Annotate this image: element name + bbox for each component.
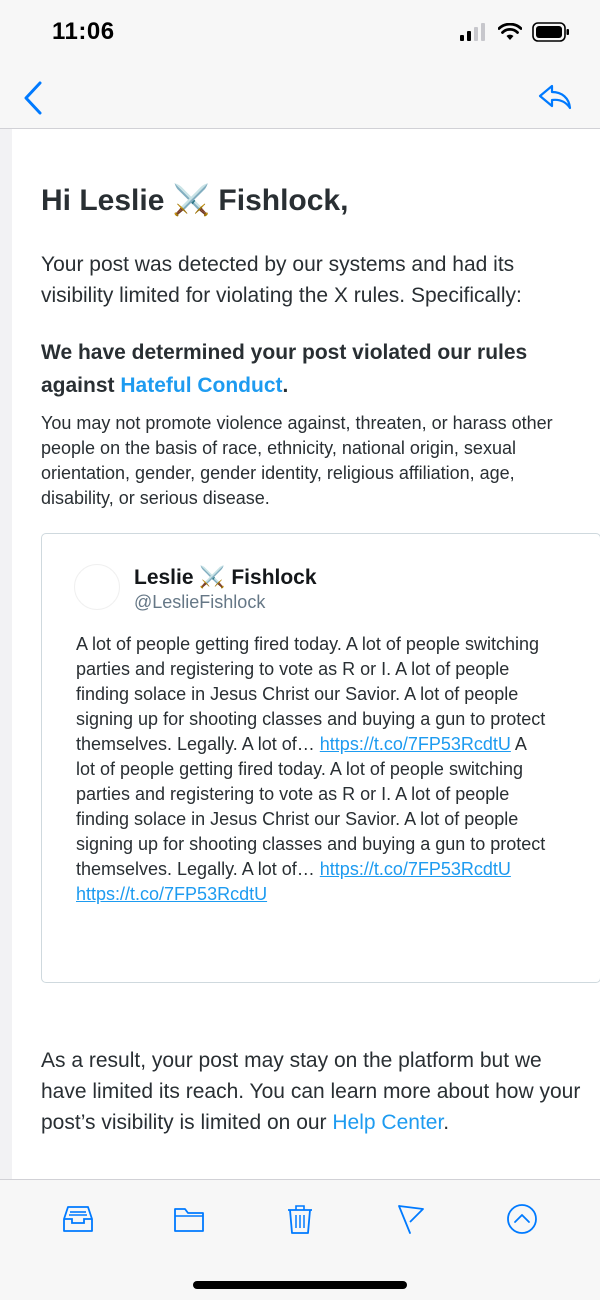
hateful-conduct-link[interactable]: Hateful Conduct: [120, 374, 283, 397]
avatar: [74, 564, 120, 610]
post-author-name: Leslie ⚔️ Fishlock: [134, 566, 317, 589]
reply-button[interactable]: [538, 82, 574, 112]
status-bar: [0, 0, 600, 70]
result-paragraph: [41, 1045, 581, 1138]
result-text: As a result, your post may stay on the platform but we have limited its reach. You can learn more about how your post’s visibility is limited on our: [41, 1049, 581, 1134]
chevron-up-circle-icon: [506, 1203, 538, 1235]
trash-icon: [285, 1203, 315, 1235]
mail-area: [0, 129, 600, 1179]
back-button[interactable]: [22, 78, 54, 118]
move-to-folder-button[interactable]: [172, 1202, 206, 1236]
result-suffix: .: [443, 1111, 450, 1134]
rule-violation-heading: [41, 336, 581, 402]
quoted-post[interactable]: [41, 533, 600, 983]
battery-icon: [532, 22, 570, 42]
folder-icon: [173, 1205, 205, 1233]
post-text: [76, 632, 546, 907]
wifi-icon: [498, 23, 522, 41]
post-link[interactable]: https://t.co/7FP53RcdtU: [76, 884, 268, 904]
trash-button[interactable]: [283, 1202, 317, 1236]
status-time: 11:06: [52, 18, 115, 45]
email-body: [12, 129, 600, 1179]
post-link[interactable]: https://t.co/7FP53RcdtU: [319, 734, 511, 754]
post-text-part-1: A lot of people getting fired today. A lot of people switching parties and registering to vote as R or I. A lot of people finding solace in Jesus Christ our Savior. A lot of people signing up for shooting classes and buying a gun to protect themselves. Legally. A lot of…: [76, 634, 546, 754]
rule-prefix: We have determined your post violated our rules against: [41, 341, 528, 397]
flag-icon: [396, 1203, 426, 1235]
rule-description: You may not promote violence against, threaten, or harass other people on the basis of race, ethnicity, national origin, sexual orientation, gender, gender identity, religious affiliation, age, disability, or serious disease.: [41, 413, 553, 508]
cellular-signal-icon: [460, 23, 488, 41]
nav-bar: [0, 70, 600, 129]
flag-button[interactable]: [394, 1202, 428, 1236]
greeting: Hi Leslie ⚔️ Fishlock,: [41, 184, 349, 217]
home-indicator[interactable]: [193, 1281, 407, 1289]
post-text-part-2: A lot of people getting fired today. A lot of people switching parties and registering to vote as R or I. A lot of people finding solace in Jesus Christ our Savior. A lot of people signing up for shooting classes and buying a gun to protect themselves. Legally. A lot of…: [76, 734, 546, 879]
intro-paragraph: Your post was detected by our systems and had its visibility limited for violating the X rules. Specifically:: [41, 253, 522, 307]
mail-toolbar: [0, 1179, 600, 1300]
reply-icon: [538, 84, 572, 110]
post-link[interactable]: https://t.co/7FP53RcdtU: [319, 859, 511, 879]
back-chevron-icon: [22, 80, 44, 116]
archive-button[interactable]: [61, 1202, 95, 1236]
archive-icon: [62, 1204, 94, 1234]
more-actions-button[interactable]: [505, 1202, 539, 1236]
status-icons: [460, 22, 570, 42]
help-center-link[interactable]: Help Center: [332, 1111, 444, 1134]
post-author-handle: @LeslieFishlock: [134, 592, 266, 612]
rule-suffix: .: [282, 374, 289, 397]
